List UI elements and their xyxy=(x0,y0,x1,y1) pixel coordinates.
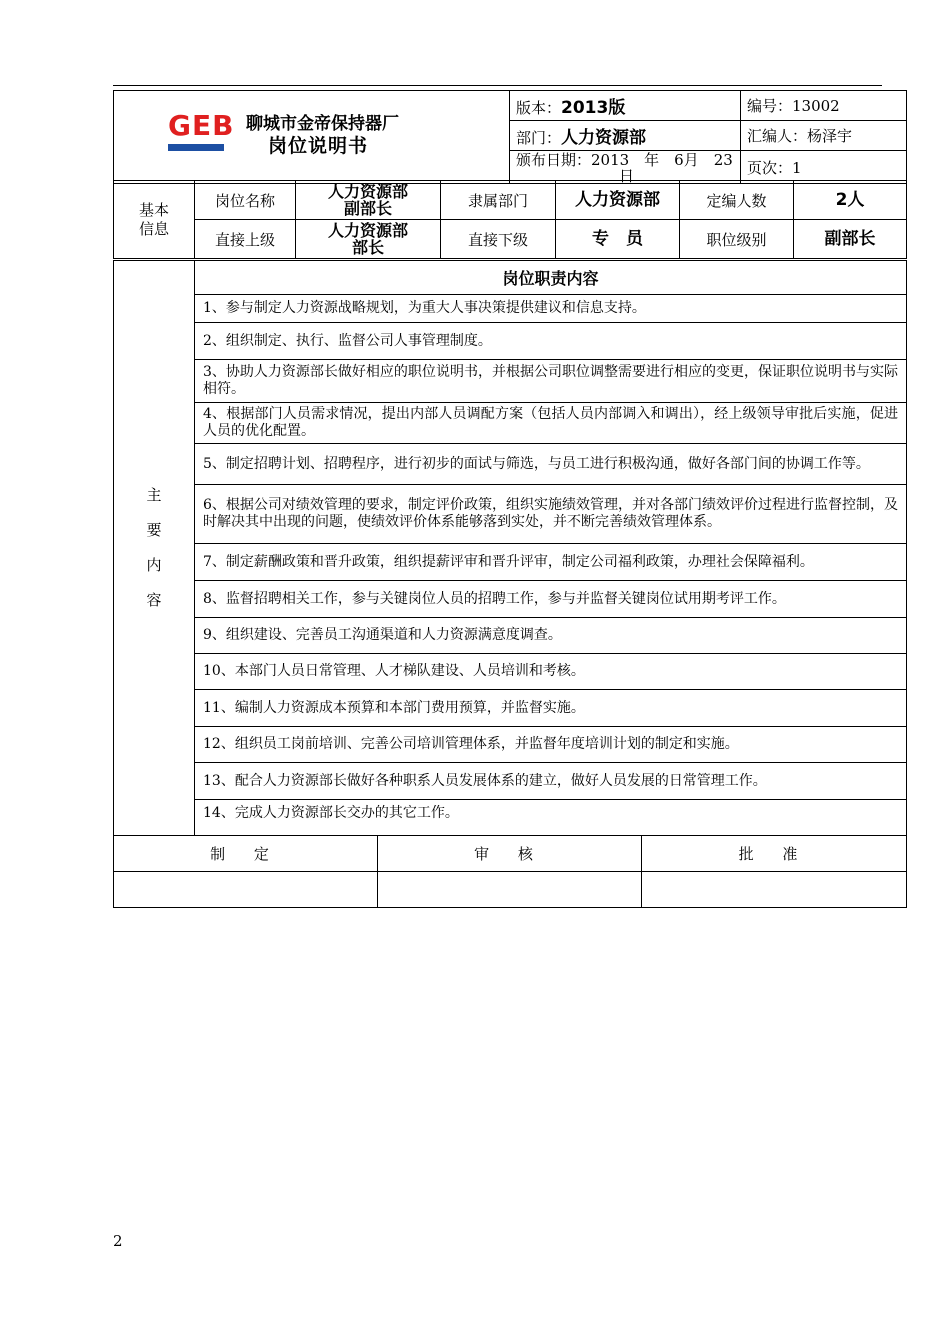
subordinate-label: 直接下级 xyxy=(441,220,556,259)
post-name-value-1: 人力资源部 xyxy=(327,182,408,201)
dept-cell xyxy=(510,121,741,151)
duty-item: 8、监督招聘相关工作，参与关键岗位人员的招聘工作，参与并监督关键岗位试用期考评工作。 xyxy=(195,581,907,618)
duties-heading: 岗位职责内容 xyxy=(195,261,907,295)
subordinate-value: 专 员 xyxy=(556,220,680,259)
basic-info-label-2: 信息 xyxy=(138,219,169,238)
logo-title-cell xyxy=(114,91,510,184)
version-value: 2013版 xyxy=(561,98,626,118)
superior-value-2: 部长 xyxy=(351,238,384,257)
duty-item: 6、根据公司对绩效管理的要求，制定评价政策，组织实施绩效管理，并对各部门绩效评价过程进行监督控制，及时解决其中出现的问题，使绩效评价体系能够落到实处，并不断完善绩效管理体系。 xyxy=(195,485,907,544)
main-content-label-4: 容 xyxy=(146,591,162,609)
duty-item: 13、配合人力资源部长做好各种职系人员发展体系的建立，做好人员发展的日常管理工作。 xyxy=(195,763,907,800)
version-cell xyxy=(510,91,741,121)
compiler-cell: 汇编人：杨泽宇 xyxy=(741,121,907,151)
duty-item: 12、组织员工岗前培训、完善公司培训管理体系，并监督年度培训计划的制定和实施。 xyxy=(195,727,907,763)
duty-item: 4、根据部门人员需求情况，提出内部人员调配方案（包括人员内部调入和调出），经上级领导审批后实施，促进人员的优化配置。 xyxy=(195,403,907,444)
header-table xyxy=(113,90,907,184)
post-name-label: 岗位名称 xyxy=(195,181,296,220)
issue-date-cell xyxy=(510,151,741,184)
prepared-signature xyxy=(114,872,378,908)
post-name-value xyxy=(296,181,441,220)
main-content-label-1: 主 xyxy=(146,486,162,504)
headcount-value: 2人 xyxy=(794,181,907,220)
post-name-value-2: 副部长 xyxy=(343,199,392,218)
main-content-label xyxy=(114,261,195,836)
duty-item: 14、完成人力资源部长交办的其它工作。 xyxy=(195,800,907,836)
level-value: 副部长 xyxy=(794,220,907,259)
company-name: 聊城市金帝保持器厂 xyxy=(246,114,399,134)
basic-info-label-1: 基本 xyxy=(138,200,169,219)
number-cell: 编号：13002 xyxy=(741,91,907,121)
basic-info-table xyxy=(113,180,907,259)
dept-value-cell: 人力资源部 xyxy=(556,181,680,220)
issue-date-line2: 日 xyxy=(619,167,635,185)
dept-value: 人力资源部 xyxy=(561,128,647,148)
version-label: 版本： xyxy=(516,99,562,117)
document-title: 岗位说明书 xyxy=(268,135,369,157)
logo-text: GEB xyxy=(168,109,235,142)
reviewed-label: 审 核 xyxy=(378,836,642,872)
main-content-label-2: 要 xyxy=(146,521,162,539)
duty-item: 1、参与制定人力资源战略规划，为重大人事决策提供建议和信息支持。 xyxy=(195,295,907,323)
dept-label-cell: 隶属部门 xyxy=(441,181,556,220)
header-rule xyxy=(113,85,882,86)
duty-item: 9、组织建设、完善员工沟通渠道和人力资源满意度调查。 xyxy=(195,618,907,654)
duty-item: 5、制定招聘计划、招聘程序，进行初步的面试与筛选，与员工进行积极沟通，做好各部门间的协调工作等。 xyxy=(195,444,907,485)
level-label: 职位级别 xyxy=(680,220,794,259)
duty-item: 11、编制人力资源成本预算和本部门费用预算，并监督实施。 xyxy=(195,690,907,727)
headcount-label: 定编人数 xyxy=(680,181,794,220)
duty-item: 10、本部门人员日常管理、人才梯队建设、人员培训和考核。 xyxy=(195,654,907,690)
basic-info-label xyxy=(114,181,195,259)
page-number: 2 xyxy=(113,1232,123,1250)
geb-logo xyxy=(168,109,235,151)
duties-table xyxy=(113,260,907,836)
page-count-cell: 页次：1 xyxy=(741,151,907,184)
duty-item: 7、制定薪酬政策和晋升政策，组织提薪评审和晋升评审，制定公司福利政策，办理社会保障福利。 xyxy=(195,544,907,581)
reviewed-signature xyxy=(378,872,642,908)
duty-item: 3、协助人力资源部长做好相应的职位说明书，并根据公司职位调整需要进行相应的变更，保证职位说明书与实际相符。 xyxy=(195,360,907,403)
dept-label: 部门： xyxy=(516,129,562,147)
sign-off-table xyxy=(113,835,907,908)
main-content-label-3: 内 xyxy=(146,556,162,574)
issue-date-line1: 颁布日期：2013 年 6月 23 xyxy=(516,151,733,169)
logo-bar xyxy=(168,144,224,151)
superior-value-1: 人力资源部 xyxy=(327,221,408,240)
duty-item: 2、组织制定、执行、监督公司人事管理制度。 xyxy=(195,323,907,360)
approved-label: 批 准 xyxy=(642,836,907,872)
superior-value xyxy=(296,220,441,259)
prepared-label: 制 定 xyxy=(114,836,378,872)
approved-signature xyxy=(642,872,907,908)
superior-label: 直接上级 xyxy=(195,220,296,259)
